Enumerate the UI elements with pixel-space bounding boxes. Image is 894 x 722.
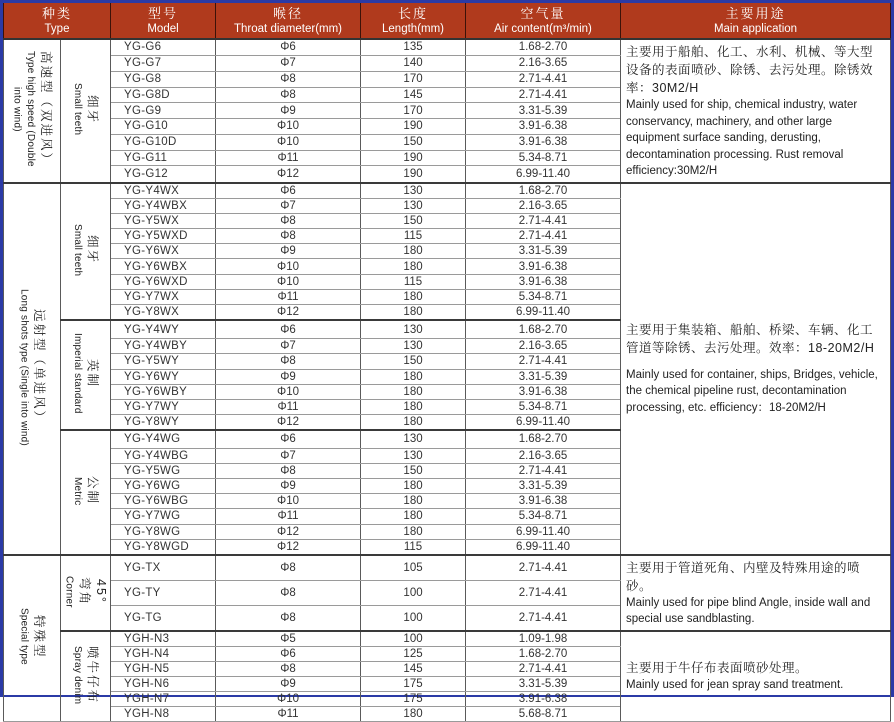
length-cell: 100 (361, 581, 466, 606)
model-cell: YG-G9 (111, 103, 216, 119)
air-cell: 2.71-4.41 (466, 71, 621, 87)
model-cell: YGH-N7 (111, 691, 216, 706)
column-header-type-zh: 种类 (42, 5, 73, 21)
subtype-cell (61, 183, 111, 321)
application-en: Mainly used for pipe blind Angle, inside wall and special use sandblasting. (626, 596, 871, 626)
throat-cell: Φ7 (216, 339, 361, 354)
subtype-cell (61, 430, 111, 555)
length-cell: 175 (361, 691, 466, 706)
model-cell: YG-Y6WXD (111, 274, 216, 289)
length-cell: 105 (361, 555, 466, 581)
table-body (4, 39, 891, 721)
length-cell: 180 (361, 369, 466, 384)
application-en: Mainly used for jean spray sand treatment. (626, 679, 844, 692)
air-cell: 5.34-8.71 (466, 150, 621, 166)
length-cell: 150 (361, 464, 466, 479)
length-cell: 175 (361, 676, 466, 691)
throat-cell: Φ10 (216, 134, 361, 150)
column-header-type (4, 3, 111, 39)
model-cell: YG-G10D (111, 134, 216, 150)
nozzle-spec-table (3, 3, 891, 722)
air-cell: 2.71-4.41 (466, 605, 621, 631)
length-cell: 190 (361, 150, 466, 166)
throat-cell: Φ10 (216, 691, 361, 706)
length-cell: 130 (361, 448, 466, 463)
length-cell: 150 (361, 134, 466, 150)
subtype-cell-en: Spray denim (71, 645, 83, 705)
length-cell: 130 (361, 320, 466, 339)
air-cell: 1.09-1.98 (466, 631, 621, 647)
model-cell: YG-Y4WBG (111, 448, 216, 463)
throat-cell: Φ12 (216, 304, 361, 320)
column-header-air (466, 3, 621, 39)
type-group-cell (4, 39, 61, 183)
throat-cell: Φ8 (216, 464, 361, 479)
type-group-cell-label (10, 43, 54, 176)
model-cell: YG-G8D (111, 87, 216, 103)
throat-cell: Φ8 (216, 605, 361, 631)
column-header-length-zh: 长度 (398, 5, 429, 21)
throat-cell: Φ5 (216, 631, 361, 647)
subtype-cell-label (70, 43, 100, 176)
subtype-cell (61, 39, 111, 183)
subtype-cell (61, 555, 111, 631)
column-header-air-en: Air content(m³/min) (494, 22, 592, 35)
subtype-cell-zh: 公制 (85, 476, 100, 506)
air-cell: 3.91-6.38 (466, 274, 621, 289)
model-cell: YGH-N6 (111, 676, 216, 691)
length-cell: 180 (361, 494, 466, 509)
table-row (4, 39, 891, 55)
air-cell: 2.71-4.41 (466, 354, 621, 369)
model-cell: YG-Y6WBG (111, 494, 216, 509)
model-cell: YG-Y7WX (111, 289, 216, 304)
model-cell: YG-Y6WX (111, 244, 216, 259)
throat-cell: Φ9 (216, 103, 361, 119)
air-cell: 6.99-11.40 (466, 304, 621, 320)
air-cell: 5.34-8.71 (466, 399, 621, 414)
throat-cell: Φ8 (216, 555, 361, 581)
air-cell: 1.68-2.70 (466, 183, 621, 199)
length-cell: 180 (361, 399, 466, 414)
column-header-throat (216, 3, 361, 39)
column-header-model (111, 3, 216, 39)
throat-cell: Φ12 (216, 539, 361, 555)
throat-cell: Φ9 (216, 244, 361, 259)
air-cell: 2.71-4.41 (466, 581, 621, 606)
throat-cell: Φ7 (216, 198, 361, 213)
length-cell: 170 (361, 71, 466, 87)
application-zh: 主要用于集装箱、船舶、桥梁、车辆、化工管道等除锈、去污处理。效率：18-20M2/H (626, 322, 875, 355)
length-cell: 135 (361, 39, 466, 55)
air-cell: 2.71-4.41 (466, 661, 621, 676)
air-cell: 3.91-6.38 (466, 134, 621, 150)
throat-cell: Φ10 (216, 274, 361, 289)
throat-cell: Φ8 (216, 213, 361, 228)
column-header-model-zh: 型号 (148, 5, 179, 21)
air-cell: 2.16-3.65 (466, 198, 621, 213)
model-cell: YG-TX (111, 555, 216, 581)
model-cell: YG-Y6WBX (111, 259, 216, 274)
subtype-cell-en: Metric (71, 476, 83, 506)
model-cell: YG-G10 (111, 119, 216, 135)
model-cell: YG-Y6WBY (111, 384, 216, 399)
throat-cell: Φ8 (216, 354, 361, 369)
length-cell: 115 (361, 229, 466, 244)
subtype-cell-en: Small teeth (71, 83, 83, 136)
air-cell: 3.91-6.38 (466, 259, 621, 274)
application-en: Mainly used for ship, chemical industry, water conservancy, machinery, and other large equipment surface sanding, derusting, decontamination processing. Rust removal efficiency:30M2/H (626, 99, 858, 177)
throat-cell: Φ7 (216, 448, 361, 463)
application-cell (621, 631, 891, 721)
length-cell: 140 (361, 55, 466, 71)
air-cell: 2.71-4.41 (466, 555, 621, 581)
subtype-cell-label (70, 323, 100, 425)
air-cell: 3.91-6.38 (466, 691, 621, 706)
air-cell: 6.99-11.40 (466, 414, 621, 430)
model-cell: YG-Y6WY (111, 369, 216, 384)
throat-cell: Φ10 (216, 119, 361, 135)
model-cell: YG-Y5WG (111, 464, 216, 479)
column-header-length (361, 3, 466, 39)
model-cell: YG-TY (111, 581, 216, 606)
column-header-application-zh: 主要用途 (725, 5, 786, 21)
column-header-throat-en: Throat diameter(mm) (234, 22, 343, 35)
throat-cell: Φ11 (216, 150, 361, 166)
length-cell: 145 (361, 87, 466, 103)
application-en: Mainly used for container, ships, Bridges, vehicle, the chemical pipeline rust, decontamination processing, etc. efficiency：18-20M2/H (626, 368, 878, 414)
subtype-cell-label (70, 184, 100, 317)
subtype-cell-en: Imperial standard (71, 333, 83, 414)
type-group-cell-en: Long shots type (Single into wind) (18, 288, 30, 446)
air-cell: 2.71-4.41 (466, 87, 621, 103)
column-header-throat-zh: 喉径 (273, 5, 304, 21)
subtype-cell-en: Small teeth (71, 223, 83, 276)
length-cell: 180 (361, 244, 466, 259)
model-cell: YG-Y5WY (111, 354, 216, 369)
length-cell: 130 (361, 198, 466, 213)
length-cell: 150 (361, 354, 466, 369)
type-group-cell (4, 555, 61, 721)
length-cell: 125 (361, 646, 466, 661)
length-cell: 150 (361, 213, 466, 228)
column-header-air-zh: 空气量 (520, 5, 566, 21)
subtype-cell (61, 320, 111, 430)
subtype-cell-zh: 45°弯角 (77, 576, 109, 606)
header-row (4, 3, 891, 39)
column-header-type-en: Type (44, 22, 70, 35)
model-cell: YG-Y4WY (111, 320, 216, 339)
length-cell: 115 (361, 539, 466, 555)
model-cell: YG-G11 (111, 150, 216, 166)
model-cell: YG-G8 (111, 71, 216, 87)
length-cell: 130 (361, 183, 466, 199)
length-cell: 115 (361, 274, 466, 289)
air-cell: 3.31-5.39 (466, 244, 621, 259)
throat-cell: Φ6 (216, 646, 361, 661)
air-cell: 3.31-5.39 (466, 369, 621, 384)
column-header-application (621, 3, 891, 39)
throat-cell: Φ6 (216, 320, 361, 339)
length-cell: 180 (361, 509, 466, 524)
application-zh: 主要用于牛仔布表面喷砂处理。 (626, 661, 809, 676)
air-cell: 3.31-5.39 (466, 676, 621, 691)
air-cell: 5.68-8.71 (466, 706, 621, 721)
air-cell: 6.99-11.40 (466, 524, 621, 539)
air-cell: 3.91-6.38 (466, 494, 621, 509)
type-group-cell-label (17, 570, 47, 703)
column-header-application-en: Main application (713, 22, 798, 35)
subtype-cell-zh: 细牙 (85, 94, 100, 124)
length-cell: 180 (361, 524, 466, 539)
model-cell: YGH-N3 (111, 631, 216, 647)
throat-cell: Φ11 (216, 509, 361, 524)
air-cell: 5.34-8.71 (466, 289, 621, 304)
column-header-model-en: Model (147, 22, 179, 35)
model-cell: YG-Y4WBY (111, 339, 216, 354)
type-group-cell-zh: 特殊型 (32, 615, 47, 659)
application-zh: 主要用于管道死角、内壁及特殊用途的喷砂。 (626, 560, 861, 593)
air-cell: 2.16-3.65 (466, 448, 621, 463)
throat-cell: Φ10 (216, 494, 361, 509)
model-cell: YGH-N4 (111, 646, 216, 661)
type-group-cell-en: Type high speed (Double into wind) (11, 51, 37, 168)
throat-cell: Φ10 (216, 259, 361, 274)
length-cell: 180 (361, 706, 466, 721)
table-header (4, 3, 891, 39)
air-cell: 5.34-8.71 (466, 509, 621, 524)
length-cell: 170 (361, 103, 466, 119)
table-row (4, 631, 891, 647)
model-cell: YG-G6 (111, 39, 216, 55)
air-cell: 3.31-5.39 (466, 103, 621, 119)
length-cell: 180 (361, 414, 466, 430)
table-row (4, 183, 891, 199)
length-cell: 180 (361, 289, 466, 304)
air-cell: 3.31-5.39 (466, 479, 621, 494)
model-cell: YG-Y8WG (111, 524, 216, 539)
subtype-cell-en: Corner (63, 575, 75, 608)
throat-cell: Φ11 (216, 399, 361, 414)
application-cell (621, 555, 891, 631)
model-cell: YG-Y6WG (111, 479, 216, 494)
air-cell: 3.91-6.38 (466, 119, 621, 135)
throat-cell: Φ8 (216, 229, 361, 244)
model-cell: YG-Y8WY (111, 414, 216, 430)
throat-cell: Φ12 (216, 524, 361, 539)
type-group-cell (4, 183, 61, 555)
throat-cell: Φ8 (216, 87, 361, 103)
length-cell: 145 (361, 661, 466, 676)
air-cell: 2.71-4.41 (466, 229, 621, 244)
throat-cell: Φ6 (216, 183, 361, 199)
column-header-length-en: Length(mm) (382, 22, 445, 35)
air-cell: 3.91-6.38 (466, 384, 621, 399)
model-cell: YGH-N8 (111, 706, 216, 721)
length-cell: 130 (361, 430, 466, 449)
air-cell: 1.68-2.70 (466, 646, 621, 661)
subtype-cell-zh: 细牙 (85, 235, 100, 265)
type-group-cell-zh: 远射型（单进风） (32, 309, 47, 426)
type-group-cell-zh: 高速型（双进风） (38, 51, 53, 168)
subtype-cell (61, 631, 111, 721)
length-cell: 180 (361, 259, 466, 274)
type-group-cell-label (17, 184, 47, 551)
subtype-cell-zh: 喷牛仔布 (85, 645, 100, 704)
throat-cell: Φ9 (216, 676, 361, 691)
air-cell: 1.68-2.70 (466, 320, 621, 339)
model-cell: YG-TG (111, 605, 216, 631)
subtype-cell-label (70, 632, 100, 718)
model-cell: YG-Y5WX (111, 213, 216, 228)
air-cell: 2.16-3.65 (466, 339, 621, 354)
air-cell: 1.68-2.70 (466, 430, 621, 449)
length-cell: 190 (361, 119, 466, 135)
application-cell (621, 39, 891, 183)
throat-cell: Φ6 (216, 39, 361, 55)
throat-cell: Φ9 (216, 479, 361, 494)
subtype-cell-label (62, 572, 109, 611)
throat-cell: Φ9 (216, 369, 361, 384)
model-cell: YGH-N5 (111, 661, 216, 676)
length-cell: 100 (361, 631, 466, 647)
type-group-cell-en: Special type (18, 608, 30, 666)
throat-cell: Φ10 (216, 384, 361, 399)
length-cell: 130 (361, 339, 466, 354)
air-cell: 2.71-4.41 (466, 464, 621, 479)
throat-cell: Φ8 (216, 661, 361, 676)
air-cell: 2.16-3.65 (466, 55, 621, 71)
throat-cell: Φ6 (216, 430, 361, 449)
length-cell: 100 (361, 605, 466, 631)
model-cell: YG-Y4WX (111, 183, 216, 199)
throat-cell: Φ7 (216, 55, 361, 71)
model-cell: YG-Y4WBX (111, 198, 216, 213)
air-cell: 6.99-11.40 (466, 539, 621, 555)
subtype-cell-label (70, 432, 100, 549)
model-cell: YG-Y5WXD (111, 229, 216, 244)
length-cell: 180 (361, 384, 466, 399)
throat-cell: Φ11 (216, 706, 361, 721)
throat-cell: Φ8 (216, 581, 361, 606)
air-cell: 1.68-2.70 (466, 39, 621, 55)
application-cell (621, 183, 891, 555)
model-cell: YG-G7 (111, 55, 216, 71)
throat-cell: Φ12 (216, 166, 361, 183)
table-row (4, 555, 891, 581)
air-cell: 2.71-4.41 (466, 213, 621, 228)
model-cell: YG-Y4WG (111, 430, 216, 449)
length-cell: 180 (361, 304, 466, 320)
model-cell: YG-Y7WY (111, 399, 216, 414)
model-cell: YG-G12 (111, 166, 216, 183)
air-cell: 6.99-11.40 (466, 166, 621, 183)
model-cell: YG-Y8WX (111, 304, 216, 320)
throat-cell: Φ11 (216, 289, 361, 304)
model-cell: YG-Y7WG (111, 509, 216, 524)
model-cell: YG-Y8WGD (111, 539, 216, 555)
application-zh: 主要用于船舶、化工、水利、机械、等大型设备的表面喷砂、除锈、去污处理。除锈效率：30M2/H (626, 45, 874, 95)
throat-cell: Φ8 (216, 71, 361, 87)
throat-cell: Φ12 (216, 414, 361, 430)
length-cell: 180 (361, 479, 466, 494)
subtype-cell-zh: 英制 (85, 359, 100, 389)
length-cell: 190 (361, 166, 466, 183)
